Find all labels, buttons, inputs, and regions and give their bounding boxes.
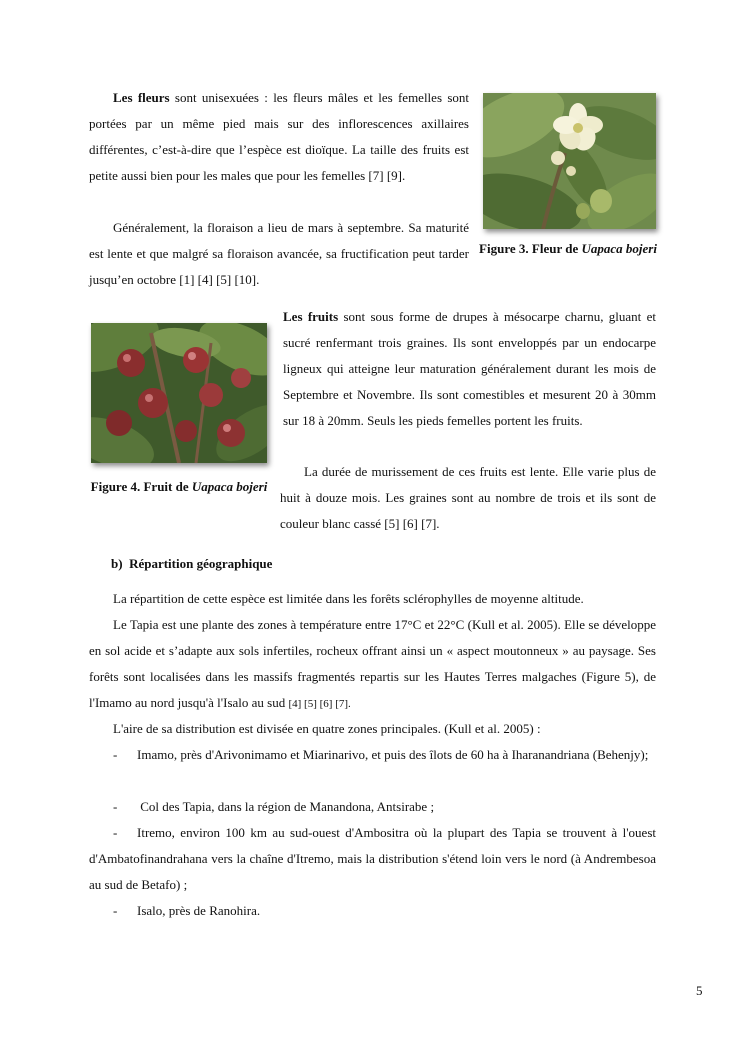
list-marker: -	[113, 799, 118, 814]
page-number: 5	[696, 983, 703, 998]
figure3-photo	[483, 93, 656, 229]
zone-text: Imamo, près d'Arivonimamo et Miarinarivo, et puis des îlots de 60 ha à Iharanandriana (Behenjy);	[137, 747, 649, 762]
figure3-caption	[478, 239, 658, 259]
fruit-image	[91, 323, 267, 463]
figure3-species: Uapaca bojeri	[581, 241, 657, 256]
fruits-lead: Les fruits	[283, 309, 339, 324]
section-heading	[111, 556, 272, 572]
figure4-species: Uapaca bojeri	[191, 479, 268, 494]
zone-text: Isalo, près de Ranohira.	[137, 903, 261, 918]
flowers-text: sont unisexuées : les fleurs mâles et les femelles sont portées par un même pied mais sur des inflorescences axillaires différentes, c’est-à-dire que l’espèce est dioïque. La taille des fruits est petite aussi bien pour les males que pour les femelles [7] [9].	[89, 90, 469, 183]
section-marker: b)	[111, 556, 123, 571]
ripening-paragraph: La durée de murissement de ces fruits est lente. Elle varie plus de huit à douze mois. Les graines sont au nombre de trois et ils sont de couleur blanc cassé [5] [6] [7].	[280, 464, 656, 531]
fruits-paragraph	[283, 304, 656, 434]
zones-intro: L'aire de sa distribution est divisée en quatre zones principales. (Kull et al. 2005) :	[113, 721, 541, 736]
section-title: Répartition géographique	[129, 556, 273, 571]
list-item	[89, 898, 656, 924]
tapia-text: Le Tapia est une plante des zones à température entre 17°C et 22°C (Kull et al. 2005). Elle se développe en sol acide et s’adapte aux sols infertiles, rocheux offrant ainsi un « aspect moutonneux » au paysage. Ses forêts sont localisées dans les massifs fragmentés repartis sur les Hautes Terres malgaches (Figure 5), de l'Imamo au nord jusqu'à l'Isalo au sud	[89, 617, 656, 710]
flowers-lead: Les fleurs	[113, 90, 170, 105]
list-item	[89, 794, 656, 820]
tapia-refs: [4] [5] [6] [7].	[288, 698, 351, 710]
figure4-photo	[91, 323, 267, 463]
list-marker: -	[113, 747, 118, 762]
flower-image	[483, 93, 656, 229]
list-marker: -	[113, 825, 118, 840]
zone-text: Col des Tapia, dans la région de Manandona, Antsirabe ;	[137, 799, 435, 814]
figure4-label: Figure 4. Fruit de	[90, 479, 192, 494]
list-marker: -	[113, 903, 118, 918]
distribution-paragraph: La répartition de cette espèce est limitée dans les forêts sclérophylles de moyenne altitude.	[113, 591, 584, 606]
flowering-paragraph: Généralement, la floraison a lieu de mars à septembre. Sa maturité est lente et que malgré sa floraison avancée, sa fructification peut tarder jusqu’en octobre [1] [4] [5] [10].	[89, 220, 469, 287]
figure3-label: Figure 3. Fleur de	[479, 241, 582, 256]
zone-text: Itremo, environ 100 km au sud-ouest d'Ambositra où la plupart des Tapia se trouvent à l'ouest d'Ambatofinandrahana vers la chaîne d'Itremo, mais la distribution s'étend loin vers le nord (à Andrembesoa au sud de Betafo) ;	[89, 825, 656, 892]
list-item	[89, 820, 656, 898]
figure4-caption	[88, 477, 270, 497]
fruits-text: sont sous forme de drupes à mésocarpe charnu, gluant et sucré renfermant trois graines. Ils sont enveloppés par un endocarpe ligneux qui atteigne leur maturation généralement durant les mois de Septembre et Novembre. Ils sont comestibles et mesurent 20 à 30mm sur 18 à 20mm. Seuls les pieds femelles portent les fruits.	[283, 309, 656, 428]
list-item	[89, 742, 656, 768]
tapia-paragraph	[89, 612, 656, 717]
flowers-paragraph	[89, 85, 469, 189]
